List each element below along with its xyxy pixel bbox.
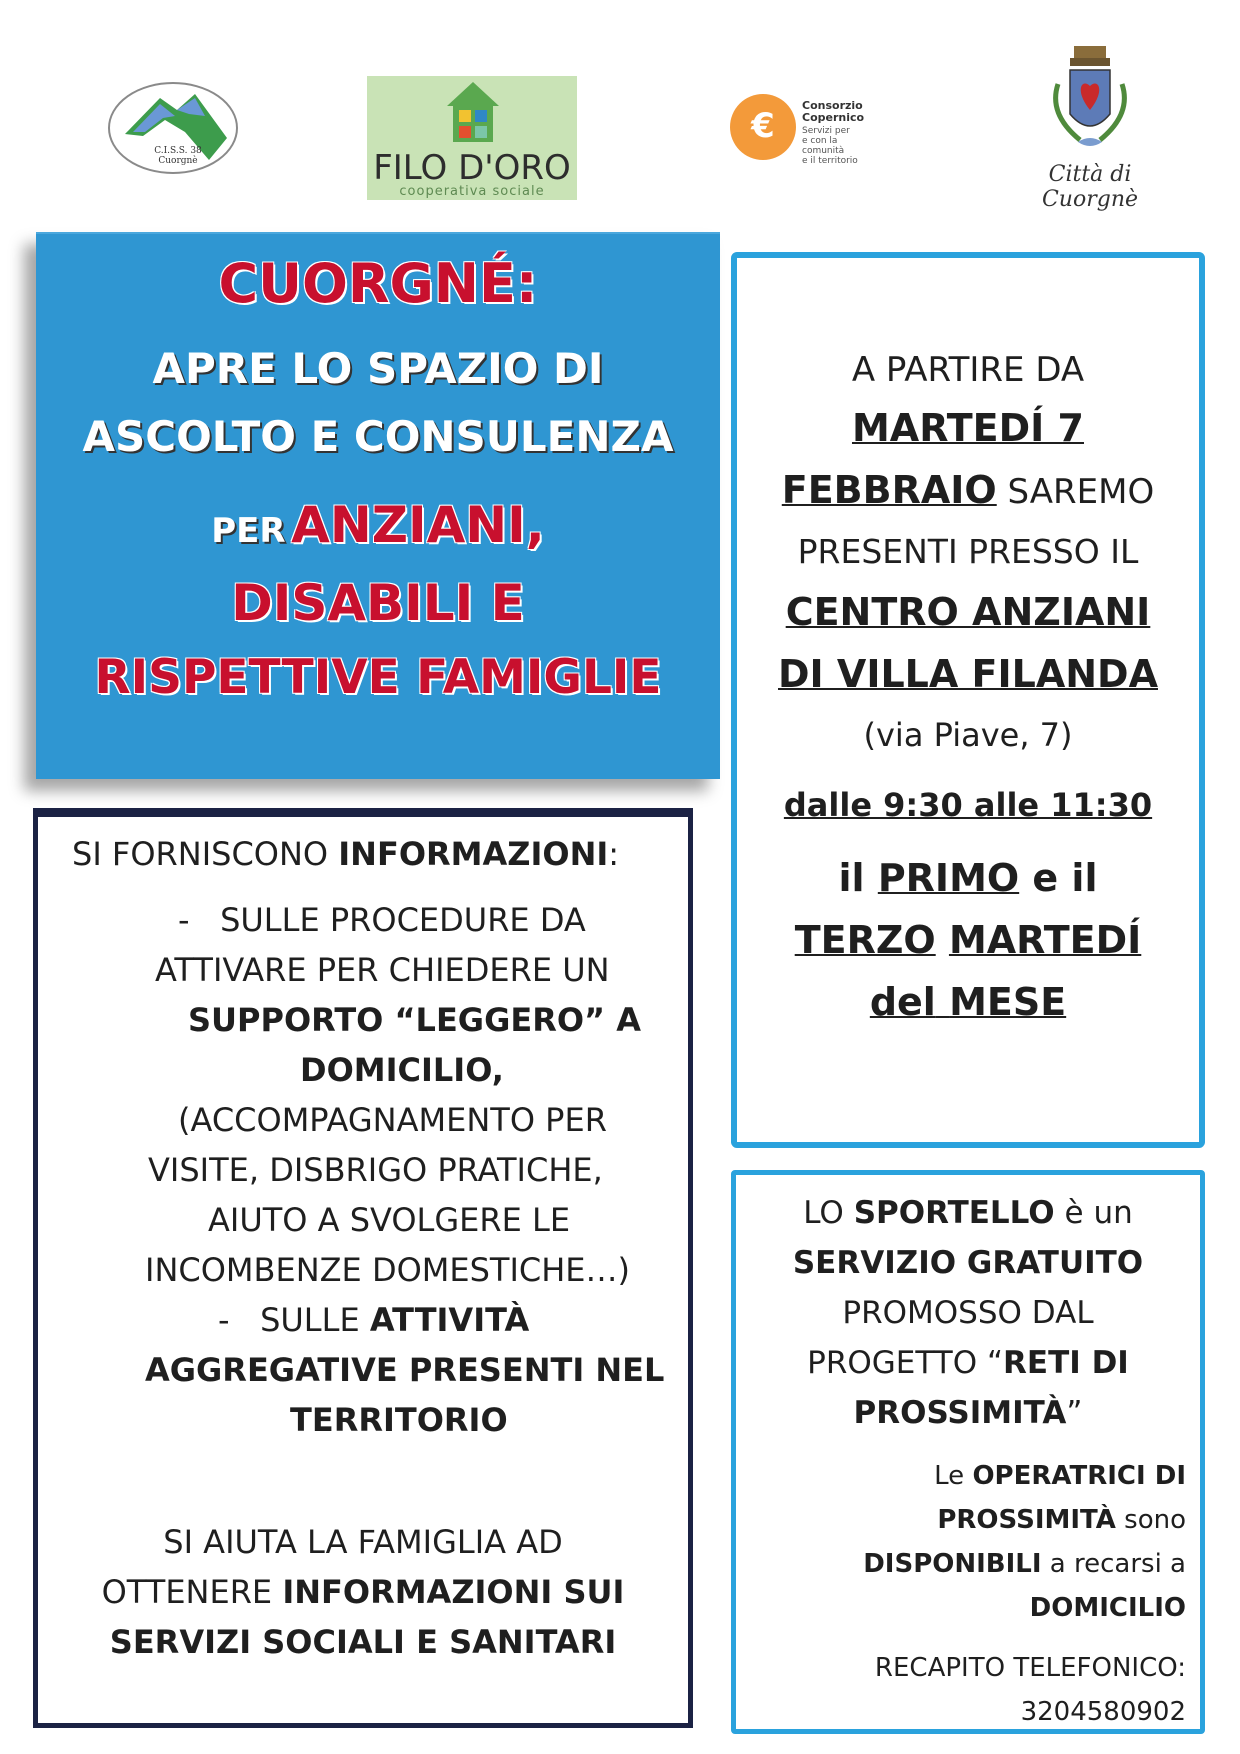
sportello-l1c: è un	[1064, 1195, 1133, 1231]
family-l1: SI AIUTA LA FAMIGLIA AD	[163, 1523, 563, 1561]
schedule-saremo: SAREMO	[1007, 472, 1155, 512]
bullet1-l1: SULLE PROCEDURE DA	[220, 901, 586, 939]
services-intro-bold: INFORMAZIONI	[338, 835, 609, 873]
cop-sub3: comunità	[802, 146, 845, 156]
filo-doro-logo	[367, 76, 577, 200]
crest-icon	[1040, 44, 1140, 162]
title-per: PER	[211, 511, 286, 551]
schedule-del: del	[869, 980, 936, 1024]
bullet1-l7: AIUTO A SVOLGERE LE	[208, 1201, 571, 1239]
family-l2	[38, 1573, 688, 1611]
cop-name1: Consorzio	[802, 99, 863, 112]
schedule-primo: PRIMO	[877, 856, 1020, 900]
services-panel	[33, 808, 693, 1728]
sportello-l2: SERVIZIO GRATUITO	[792, 1245, 1144, 1281]
bullet1-l6: VISITE, DISBRIGO PRATICHE,	[148, 1151, 603, 1189]
sportello-l4	[736, 1345, 1200, 1381]
schedule-days-line3	[737, 980, 1199, 1024]
services-intro-colon: :	[608, 835, 620, 873]
operatrici-l3a: DISPONIBILI	[863, 1549, 1042, 1579]
schedule-martedi: MARTEDÍ	[948, 918, 1142, 962]
schedule-terzo: TERZO	[794, 918, 936, 962]
copernico-logo	[730, 94, 930, 164]
family-l2a: OTTENERE	[101, 1573, 273, 1611]
title-line2: ASCOLTO E CONSULENZA	[82, 412, 674, 461]
copernico-c-icon: €	[730, 94, 796, 160]
schedule-line4: PRESENTI PRESSO IL	[797, 532, 1139, 571]
services-intro-text: SI FORNISCONO	[72, 835, 329, 873]
schedule-days-line2	[737, 918, 1199, 962]
sportello-l5a: PROSSIMITÀ	[853, 1395, 1067, 1431]
filo-name: FILO D'ORO	[373, 148, 571, 188]
schedule-month: FEBBRAIO	[781, 468, 997, 512]
title-line1: APRE LO SPAZIO DI	[152, 344, 604, 393]
bullet2-l1b: ATTIVITÀ	[369, 1301, 530, 1339]
phone-label: RECAPITO TELEFONICO:	[874, 1653, 1186, 1683]
schedule-panel	[731, 252, 1205, 1148]
title-line3	[36, 496, 720, 554]
title-line4: DISABILI E	[231, 574, 525, 632]
sportello-l4b: RETI DI	[1003, 1345, 1129, 1381]
schedule-place1: CENTRO ANZIANI	[785, 590, 1151, 634]
schedule-hours: dalle 9:30 alle 11:30	[783, 786, 1153, 824]
bullet1-l2: ATTIVARE PER CHIEDERE UN	[155, 951, 610, 989]
operatrici-l3	[863, 1549, 1186, 1579]
ciss-line2: Cuorgnè	[158, 156, 198, 166]
title-anziani: ANZIANI,	[291, 496, 545, 554]
sportello-l1	[736, 1195, 1200, 1231]
bullet1-l8: INCOMBENZE DOMESTICHE…)	[145, 1251, 630, 1289]
sportello-l3: PROMOSSO DAL	[842, 1295, 1094, 1331]
family-l3: SERVIZI SOCIALI E SANITARI	[109, 1623, 617, 1661]
operatrici-l2b: sono	[1124, 1505, 1186, 1535]
operatrici-l1a: Le	[934, 1461, 965, 1491]
bullet1-l3: SUPPORTO “LEGGERO” A	[188, 1001, 641, 1039]
operatrici-l2	[937, 1505, 1186, 1535]
services-intro	[72, 835, 619, 873]
operatrici-l1	[934, 1461, 1186, 1491]
title-city: CUORGNÉ:	[218, 252, 538, 315]
bullet1-l5: (ACCOMPAGNAMENTO PER	[178, 1101, 607, 1139]
ciss-line1: C.I.S.S. 38	[154, 146, 202, 156]
schedule-line3	[737, 468, 1199, 512]
bullet2-dash: -	[218, 1301, 230, 1339]
bullet2-line1	[218, 1301, 529, 1339]
family-l2b: INFORMAZIONI SUI	[282, 1573, 625, 1611]
sportello-l4a: PROGETTO “	[807, 1345, 1004, 1381]
title-panel	[36, 232, 720, 779]
schedule-date: MARTEDÍ 7	[851, 406, 1084, 450]
phone-number: 3204580902	[1020, 1697, 1186, 1727]
operatrici-l3b: a recarsi a	[1049, 1549, 1186, 1579]
copernico-sub	[802, 126, 872, 166]
bullet2-l1a: SULLE	[260, 1301, 360, 1339]
filo-sub: cooperativa sociale	[399, 184, 545, 199]
copernico-name	[802, 100, 872, 124]
schedule-place2: DI VILLA FILANDA	[778, 652, 1158, 696]
house-icon	[445, 80, 501, 146]
operatrici-l1b: OPERATRICI DI	[972, 1461, 1186, 1491]
bullet1-l4: DOMICILIO,	[300, 1051, 504, 1089]
operatrici-l2a: PROSSIMITÀ	[937, 1505, 1116, 1535]
city-name: Città di Cuorgnè	[1041, 162, 1139, 212]
sportello-l5	[736, 1395, 1200, 1431]
bullet2-l3: TERRITORIO	[290, 1401, 508, 1439]
cop-sub4: e il territorio	[802, 156, 858, 166]
sportello-l5b: ”	[1066, 1395, 1083, 1431]
bullet2-l2: AGGREGATIVE PRESENTI NEL	[145, 1351, 665, 1389]
bullet1-dash: -	[178, 901, 190, 939]
sportello-l1b: SPORTELLO	[853, 1195, 1055, 1231]
schedule-mese: MESE	[949, 980, 1067, 1024]
cop-name2: Copernico	[802, 111, 865, 124]
bullet1-line1	[178, 901, 586, 939]
operatrici-l4: DOMICILIO	[1029, 1593, 1186, 1623]
city-crest-logo	[1000, 44, 1180, 212]
title-line5: RISPETTIVE FAMIGLIE	[94, 650, 662, 705]
schedule-il: il	[838, 856, 865, 900]
schedule-days-line1	[737, 856, 1199, 900]
schedule-address: (via Piave, 7)	[863, 716, 1073, 754]
sportello-panel	[731, 1170, 1205, 1734]
schedule-e-il: e il	[1032, 856, 1098, 900]
schedule-line1: A PARTIRE DA	[851, 350, 1085, 390]
sportello-l1a: LO	[803, 1195, 844, 1231]
ciss-label	[123, 146, 233, 166]
ciss-logo	[105, 76, 245, 176]
cop-sub2: e con la	[802, 136, 838, 146]
cop-sub1: Servizi per	[802, 126, 850, 136]
